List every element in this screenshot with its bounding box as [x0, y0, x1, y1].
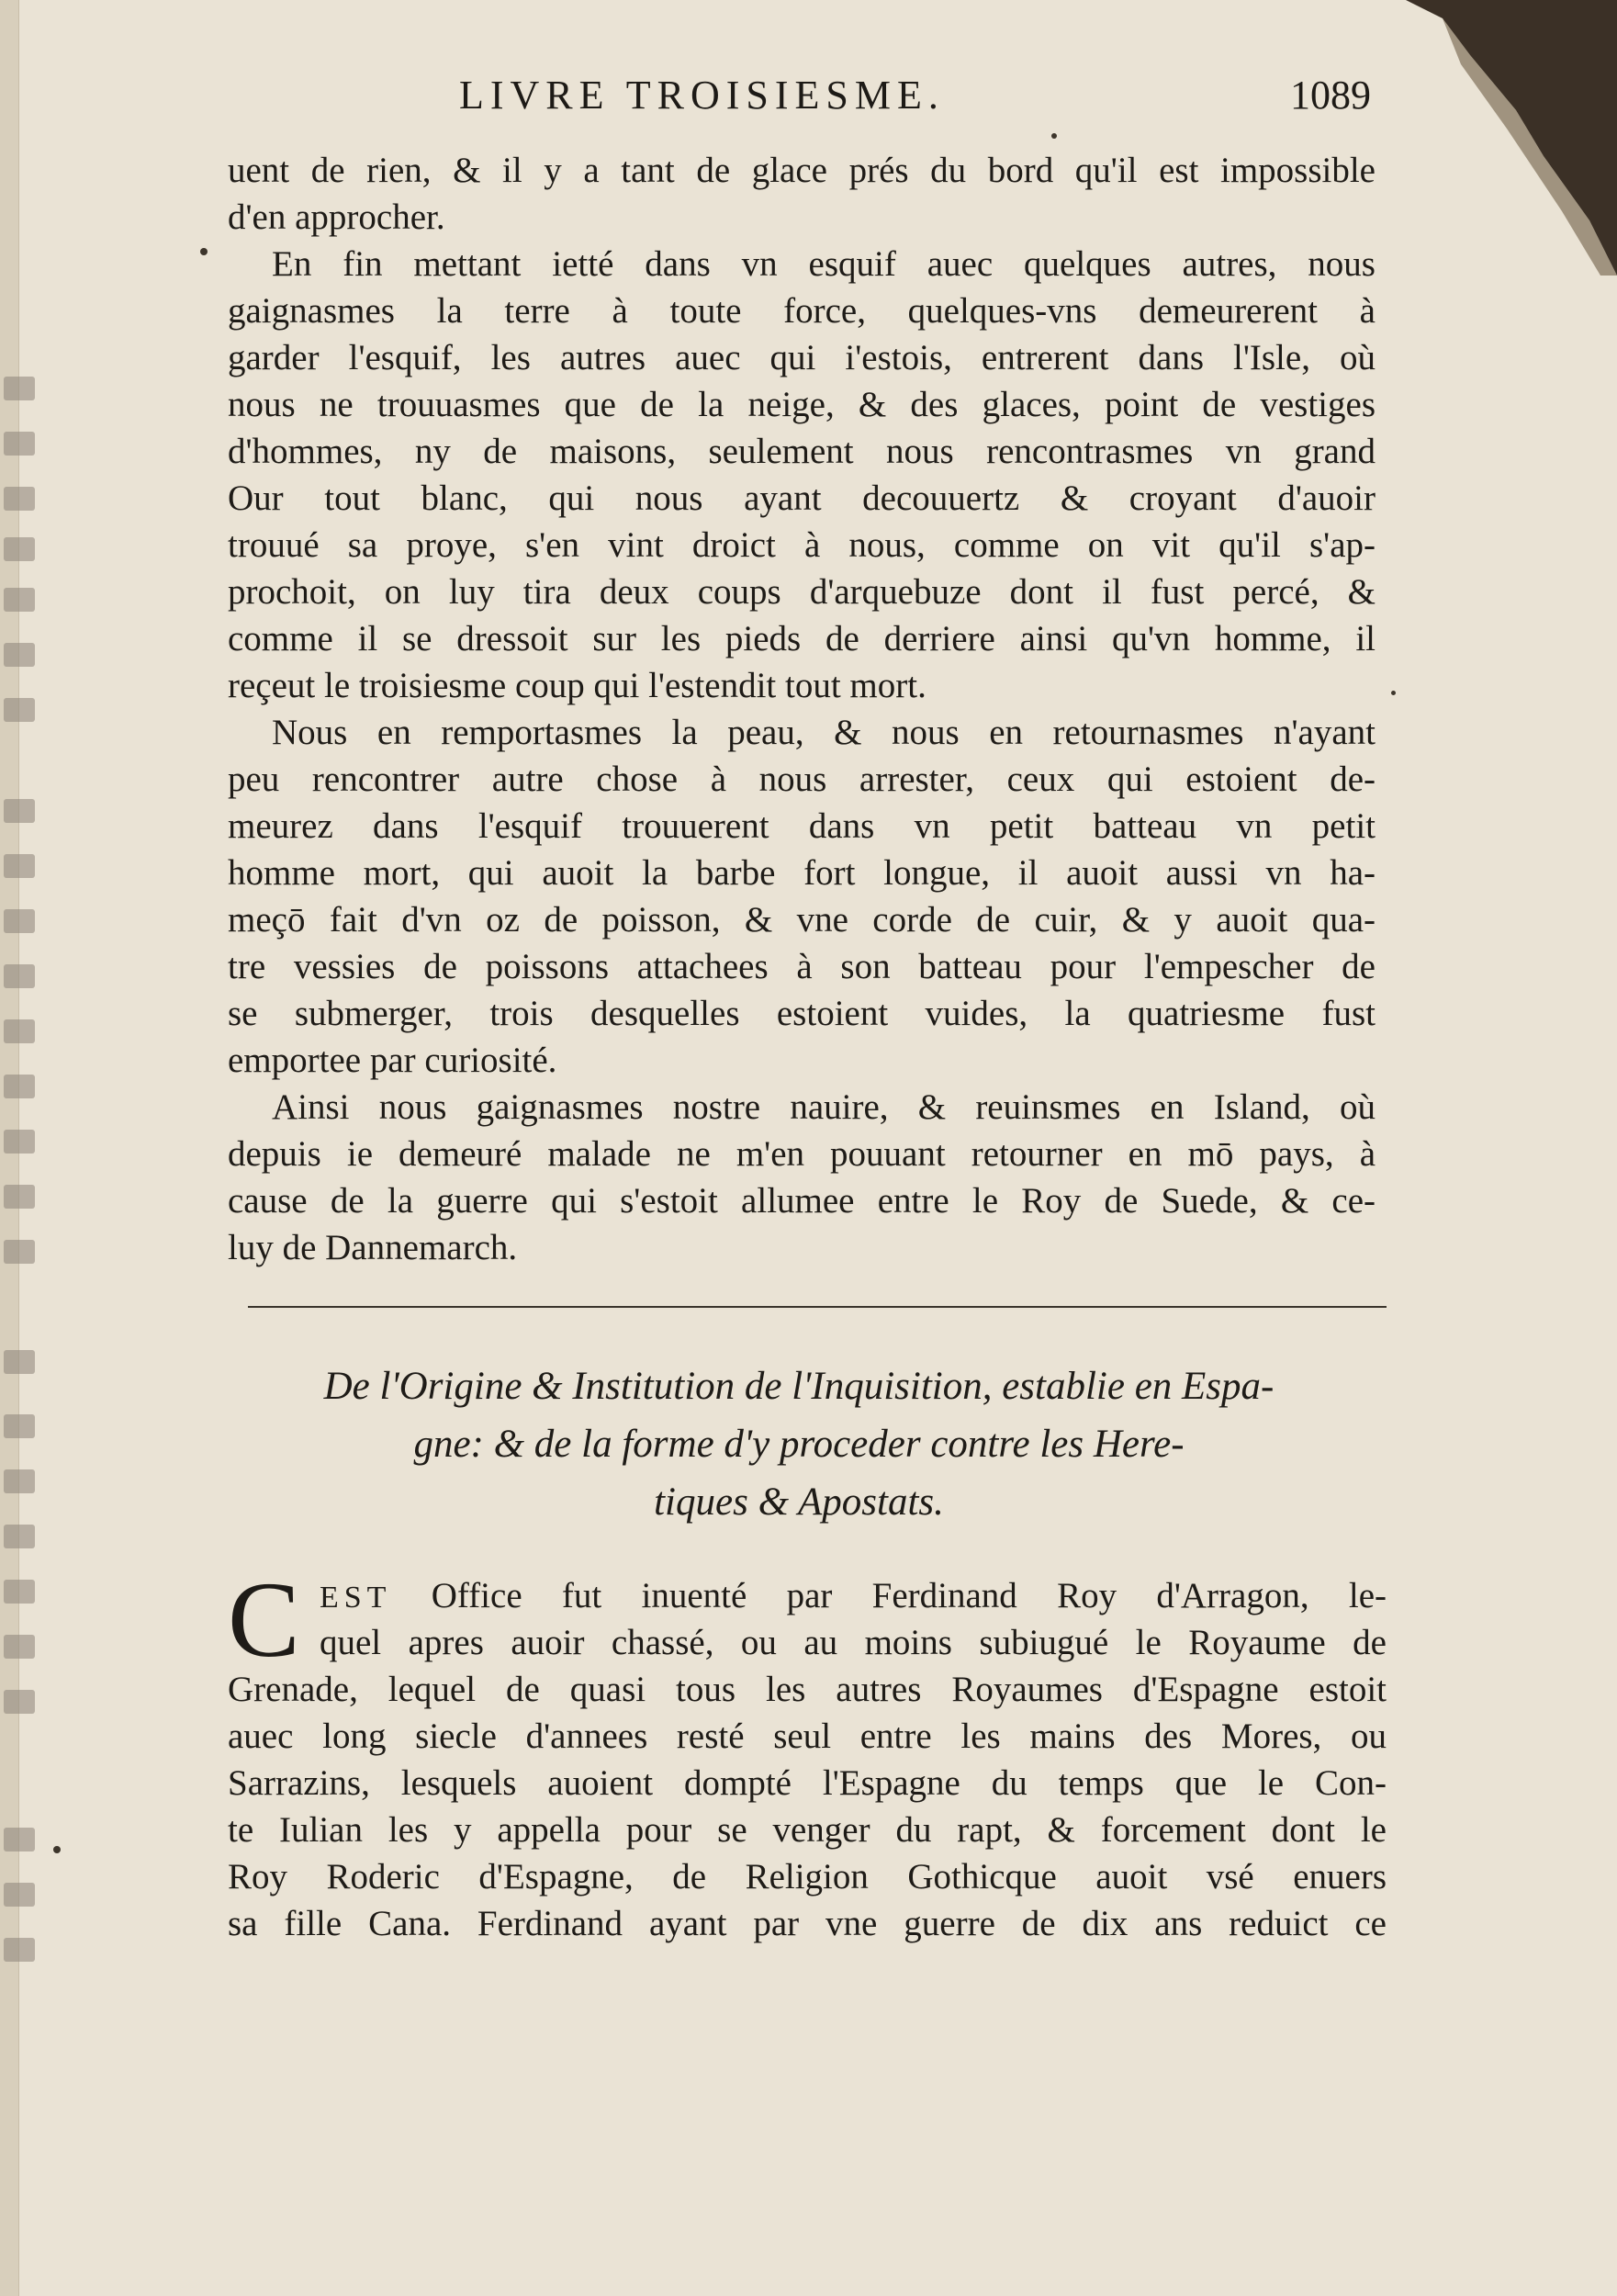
bleed-through-mark [4, 1185, 35, 1209]
text-line: comme il se dressoit sur les pieds de derriere ainsi qu'vn homme, il [228, 619, 1376, 658]
bleed-through-mark [4, 432, 35, 456]
text-line: te Iulian les y appella pour se venger du rapt, & forcement dont le [228, 1810, 1387, 1850]
bleed-through-mark [4, 698, 35, 722]
bleed-through-mark [4, 1828, 35, 1851]
text-line: homme mort, qui auoit la barbe fort longue, il auoit aussi vn ha- [228, 853, 1376, 893]
ink-speck [200, 248, 208, 255]
bleed-through-mark [4, 1525, 35, 1548]
bleed-through-mark [4, 1130, 35, 1154]
text-line: se submerger, trois desquelles estoient vuides, la quatriesme fust [228, 994, 1376, 1033]
text-line: sa fille Cana. Ferdinand ayant par vne guerre de dix ans reduict ce [228, 1904, 1387, 1943]
text-line: En fin mettant ietté dans vn esquif auec quelques autres, nous [272, 244, 1376, 284]
drop-cap: C [228, 1559, 300, 1680]
text-line: prochoit, on luy tira deux coups d'arquebuze dont il fust percé, & [228, 572, 1376, 612]
narrative-passage [228, 147, 1376, 1271]
bleed-through-mark [4, 1580, 35, 1604]
ink-speck [1051, 133, 1057, 139]
page-number: 1089 [1290, 73, 1371, 118]
text-line: garder l'esquif, les autres auec qui i'estois, entrerent dans l'Isle, où [228, 338, 1376, 377]
opening-smallcaps: EST [320, 1581, 392, 1615]
text-line: Nous en remportasmes la peau, & nous en retournasmes n'ayant [272, 713, 1376, 752]
bleed-through-mark [4, 964, 35, 988]
text-line: luy de Dannemarch. [228, 1228, 518, 1267]
text-line: d'en approcher. [228, 197, 445, 237]
running-title: LIVRE TROISIESME. [459, 73, 945, 118]
text-line: tre vessies de poissons attachees à son batteau pour l'empescher de [228, 947, 1376, 986]
text-line: auec long siecle d'annees resté seul entre les mains des Mores, ou [228, 1716, 1387, 1756]
bleed-through-mark [4, 588, 35, 612]
bleed-through-mark [4, 909, 35, 933]
section-divider-rule [248, 1306, 1387, 1308]
ink-speck [53, 1846, 61, 1853]
text-line: meçō fait d'vn oz de poisson, & vne corde de cuir, & y auoit qua- [228, 900, 1376, 940]
bleed-through-mark [4, 1019, 35, 1043]
text-line: nous ne trouuasmes que de la neige, & des glaces, point de vestiges [228, 385, 1376, 424]
section-body [228, 1559, 1387, 1947]
bleed-through-mark [4, 487, 35, 511]
text-line: Ainsi nous gaignasmes nostre nauire, & reuinsmes en Island, où [272, 1087, 1376, 1127]
bleed-through-mark [4, 537, 35, 561]
text-line [228, 1572, 1387, 1619]
bleed-through-mark [4, 1350, 35, 1374]
running-head [0, 72, 1617, 127]
heading-line: gne: & de la forme d'y proceder contre les Here- [413, 1423, 1185, 1466]
text-line: Sarrazins, lesquels auoient dompté l'Espagne du temps que le Con- [228, 1763, 1387, 1803]
heading-line: tiques & Apostats. [654, 1480, 944, 1524]
text-line: reçeut le troisiesme coup qui l'estendit tout mort. [228, 666, 926, 705]
bleed-through-mark [4, 1690, 35, 1714]
bleed-through-mark [4, 1635, 35, 1659]
bleed-through-mark [4, 643, 35, 667]
text-line: quel apres auoir chassé, ou au moins subiugué le Royaume de [320, 1623, 1387, 1662]
bleed-through-mark [4, 1240, 35, 1264]
text-line: emportee par curiosité. [228, 1041, 557, 1080]
text-line: depuis ie demeuré malade ne m'en pouuant retourner en mō pays, à [228, 1134, 1376, 1174]
section-heading [202, 1357, 1396, 1531]
bleed-through-mark [4, 1075, 35, 1098]
text-line: cause de la guerre qui s'estoit allumee entre le Roy de Suede, & ce- [228, 1181, 1376, 1221]
text-line-rest: Office fut inuenté par Ferdinand Roy d'Arragon, le- [431, 1576, 1387, 1615]
text-line: uent de rien, & il y a tant de glace prés du bord qu'il est impossible [228, 151, 1376, 190]
bleed-through-mark [4, 854, 35, 878]
text-line: Our tout blanc, qui nous ayant decouuertz & croyant d'auoir [228, 478, 1376, 518]
bleed-through-mark [4, 1414, 35, 1438]
ink-speck [1391, 691, 1396, 695]
text-line: trouué sa proye, s'en vint droict à nous, comme on vit qu'il s'ap- [228, 525, 1376, 565]
text-line: Grenade, lequel de quasi tous les autres Royaumes d'Espagne estoit [228, 1670, 1387, 1709]
bleed-through-mark [4, 377, 35, 400]
torn-page-corner [1406, 0, 1617, 276]
bleed-through-mark [4, 1883, 35, 1907]
text-line: meurez dans l'esquif trouuerent dans vn petit batteau vn petit [228, 806, 1376, 846]
text-line: d'hommes, ny de maisons, seulement nous rencontrasmes vn grand [228, 432, 1376, 471]
text-line: peu rencontrer autre chose à nous arrester, ceux qui estoient de- [228, 760, 1376, 799]
bleed-through-mark [4, 799, 35, 823]
text-line: gaignasmes la terre à toute force, quelques-vns demeurerent à [228, 291, 1376, 331]
heading-line: De l'Origine & Institution de l'Inquisition, establie en Espa- [323, 1365, 1275, 1408]
text-line: Roy Roderic d'Espagne, de Religion Gothicque auoit vsé enuers [228, 1857, 1387, 1896]
bleed-through-mark [4, 1938, 35, 1962]
bleed-through-mark [4, 1469, 35, 1493]
